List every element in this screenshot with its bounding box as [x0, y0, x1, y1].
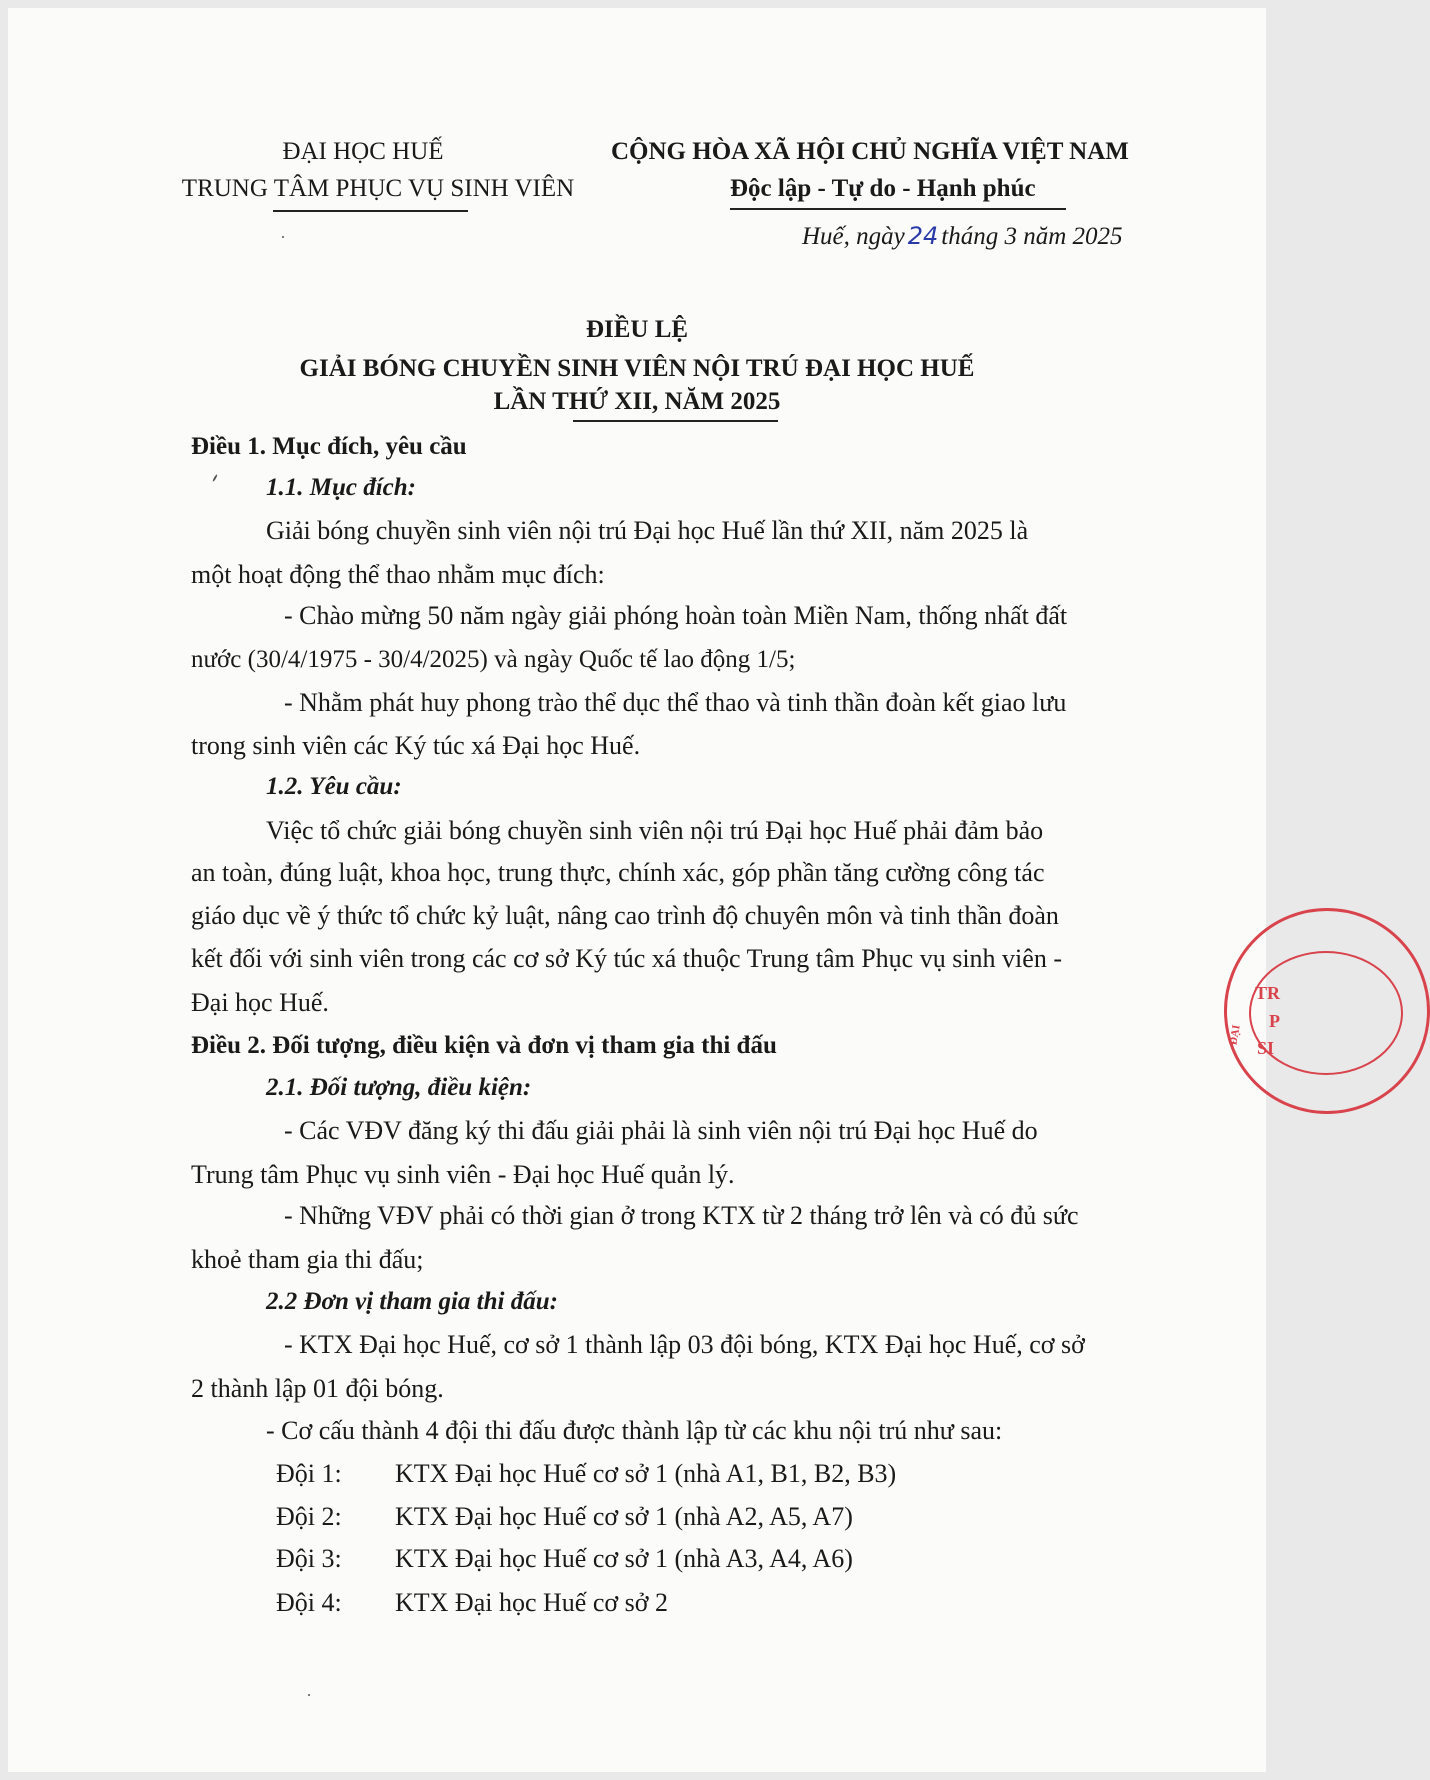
doc-title: ĐIỀU LỆ	[585, 316, 689, 343]
paragraph-line: Việc tổ chức giải bóng chuyền sinh viên nội trú Đại học Huế phải đảm bảo	[266, 816, 1044, 845]
paragraph-line: - Nhằm phát huy phong trào thể dục thể thao và tinh thần đoàn kết giao lưu	[284, 688, 1067, 717]
national-motto: Độc lập - Tự do - Hạnh phúc	[730, 175, 1036, 202]
article-1-2-heading: 1.2. Yêu cầu:	[266, 773, 402, 800]
issuer-parent: ĐẠI HỌC HUẾ	[282, 138, 444, 165]
paragraph-line: một hoạt động thể thao nhằm mục đích:	[191, 560, 605, 589]
national-title: CỘNG HÒA XÃ HỘI CHỦ NGHĨA VIỆT NAM	[611, 138, 1129, 165]
article-2-1-heading: 2.1. Đối tượng, điều kiện:	[266, 1074, 532, 1101]
date-suffix: tháng 3 năm 2025	[941, 223, 1123, 250]
paragraph-line: giáo dục về ý thức tổ chức kỷ luật, nâng cao trình độ chuyên môn và tinh thần đoàn	[191, 901, 1059, 930]
paragraph-line: trong sinh viên các Ký túc xá Đại học Huế.	[191, 731, 641, 760]
article-2-2-heading: 2.2 Đơn vị tham gia thi đấu:	[266, 1288, 558, 1315]
scan-mark	[308, 1694, 310, 1696]
paragraph-line: an toàn, đúng luật, khoa học, trung thực, chính xác, góp phần tăng cường công tác	[191, 858, 1045, 887]
motto-underline	[730, 208, 1066, 210]
paragraph-line: kết đối với sinh viên trong các cơ sở Ký túc xá thuộc Trung tâm Phục vụ sinh viên -	[191, 944, 1062, 973]
team-description: KTX Đại học Huế cơ sở 2	[395, 1588, 668, 1617]
paragraph-line: - Các VĐV đăng ký thi đấu giải phải là sinh viên nội trú Đại học Huế do	[284, 1116, 1038, 1145]
official-seal	[1224, 908, 1430, 1114]
article-1-1-heading: 1.1. Mục đích:	[266, 474, 416, 501]
doc-edition: LẦN THỨ XII, NĂM 2025	[493, 388, 781, 415]
paragraph-line: - Những VĐV phải có thời gian ở trong KTX từ 2 tháng trở lên và có đủ sức	[284, 1201, 1079, 1230]
paragraph-line: Đại học Huế.	[191, 988, 329, 1017]
paragraph-line: nước (30/4/1975 - 30/4/2025) và ngày Quốc tế lao động 1/5;	[191, 646, 796, 673]
scan-mark	[282, 236, 284, 238]
team-label: Đội 4:	[276, 1588, 342, 1617]
seal-text: TR	[1255, 983, 1281, 1003]
issuer-unit: TRUNG TÂM PHỤC VỤ SINH VIÊN	[181, 175, 575, 202]
team-label: Đội 3:	[276, 1544, 342, 1573]
paragraph-line: - KTX Đại học Huế, cơ sở 1 thành lập 03 đội bóng, KTX Đại học Huế, cơ sở	[284, 1330, 1085, 1359]
seal-text: P	[1269, 1011, 1280, 1031]
paragraph-line: - Cơ cấu thành 4 đội thi đấu được thành lập từ các khu nội trú như sau:	[266, 1416, 1003, 1445]
issue-date	[802, 222, 1123, 251]
date-prefix: Huế, ngày	[802, 223, 905, 250]
paragraph-line: Giải bóng chuyền sinh viên nội trú Đại học Huế lần thứ XII, năm 2025 là	[266, 516, 1029, 545]
team-description: KTX Đại học Huế cơ sở 1 (nhà A2, A5, A7)	[395, 1502, 853, 1531]
paragraph-line: Trung tâm Phục vụ sinh viên - Đại học Huế quản lý.	[191, 1160, 735, 1189]
issuer-underline	[273, 210, 468, 212]
paragraph-line: 2 thành lập 01 đội bóng.	[191, 1374, 444, 1403]
scan-mark	[212, 474, 218, 482]
team-label: Đội 1:	[276, 1459, 342, 1488]
seal-side-text: ĐẠI	[1227, 1024, 1243, 1046]
team-description: KTX Đại học Huế cơ sở 1 (nhà A1, B1, B2, B3)	[395, 1459, 897, 1488]
seal-text: SI	[1257, 1038, 1275, 1058]
title-underline	[573, 420, 778, 422]
doc-subtitle: GIẢI BÓNG CHUYỀN SINH VIÊN NỘI TRÚ ĐẠI HỌC HUẾ	[299, 355, 975, 382]
document-page	[8, 8, 1281, 1772]
team-description: KTX Đại học Huế cơ sở 1 (nhà A3, A4, A6)	[395, 1544, 853, 1573]
paragraph-line: - Chào mừng 50 năm ngày giải phóng hoàn toàn Miền Nam, thống nhất đất	[284, 601, 1068, 630]
date-day-handwritten: 24	[907, 222, 939, 250]
team-label: Đội 2:	[276, 1502, 342, 1531]
paragraph-line: khoẻ tham gia thi đấu;	[191, 1245, 424, 1274]
article-1-heading: Điều 1. Mục đích, yêu cầu	[191, 433, 467, 460]
article-2-heading: Điều 2. Đối tượng, điều kiện và đơn vị tham gia thi đấu	[191, 1032, 777, 1059]
